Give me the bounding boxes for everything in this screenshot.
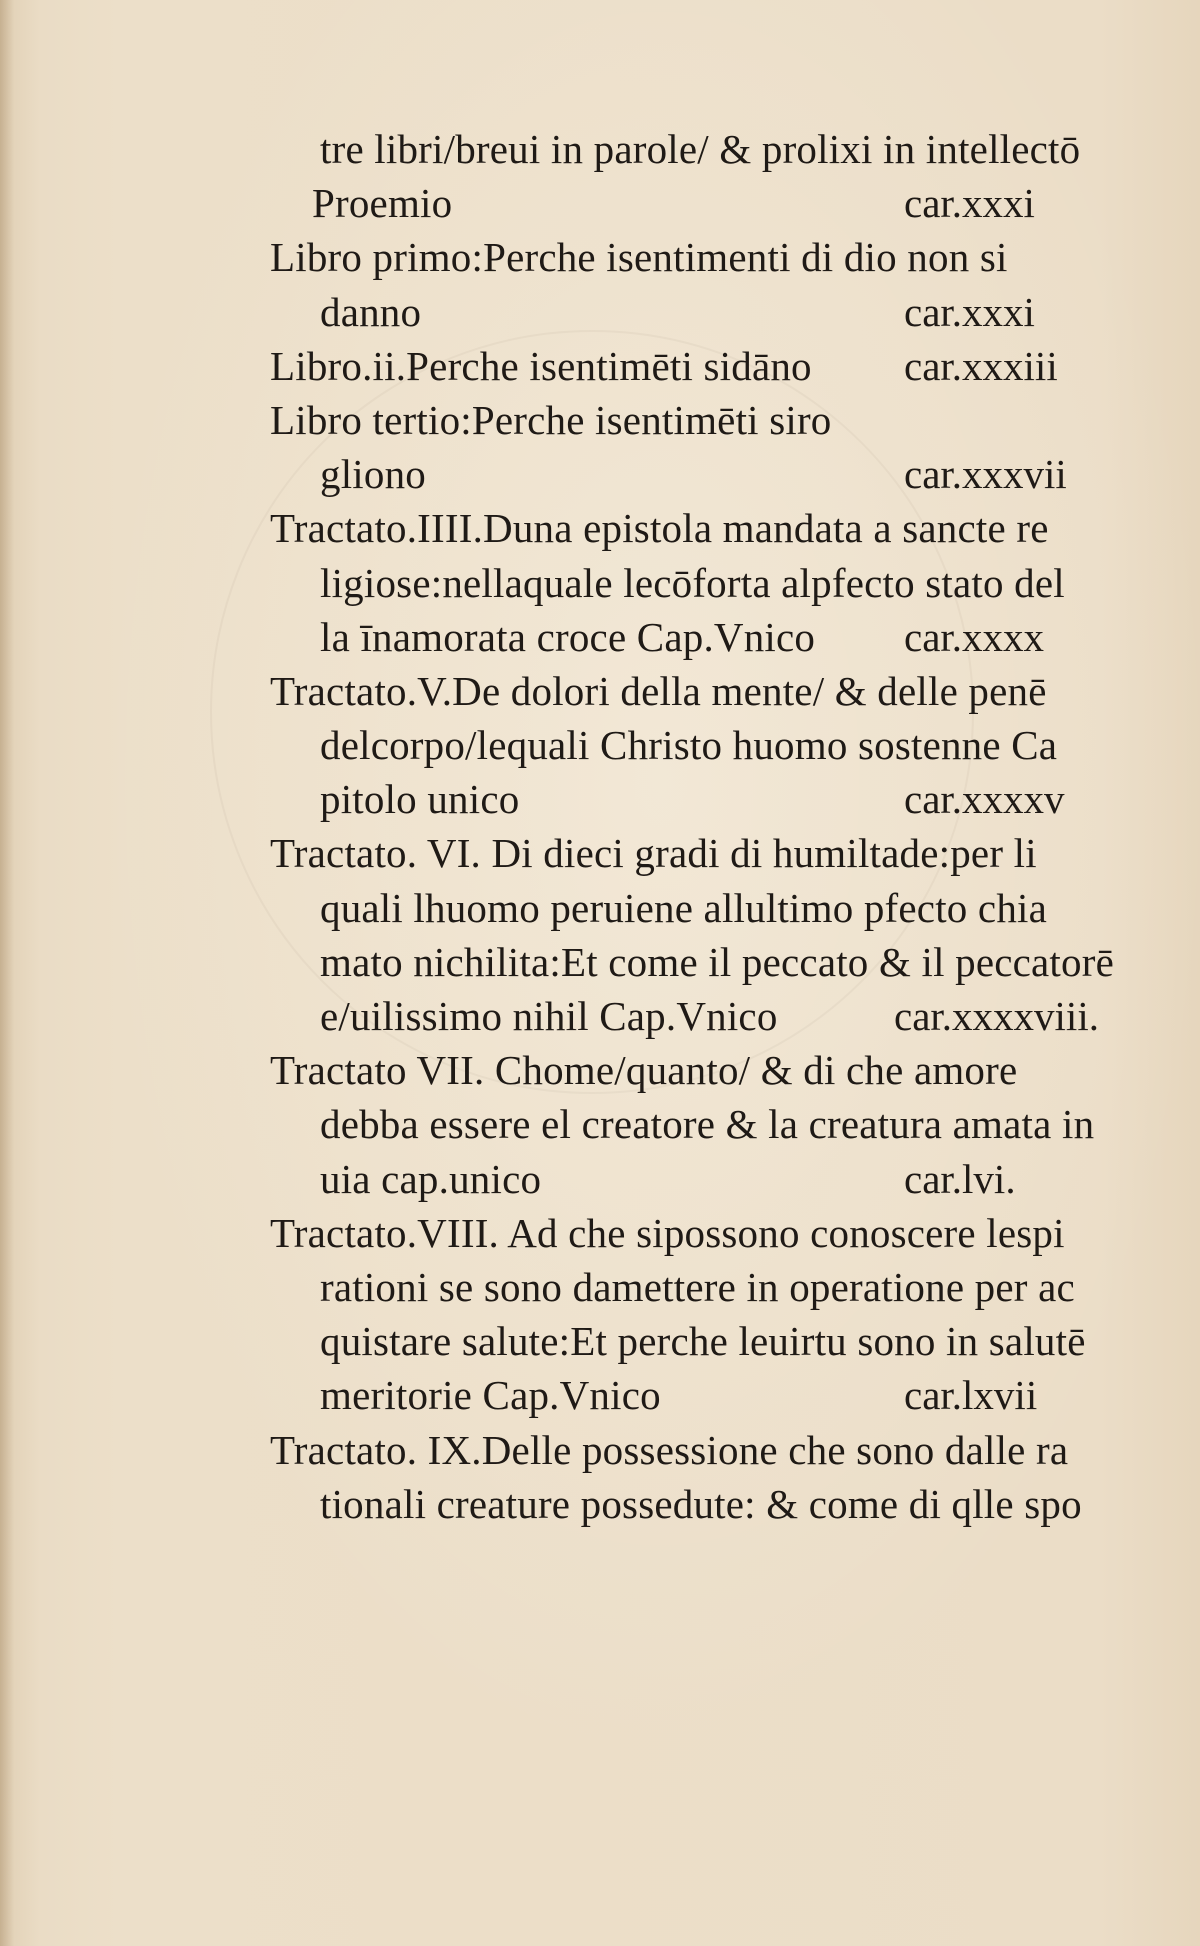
- toc-page-reference: car.xxxx: [904, 613, 1045, 660]
- toc-line: [270, 881, 1150, 935]
- toc-line: [270, 664, 1150, 718]
- toc-page-reference: car.lxvii: [904, 1372, 1038, 1419]
- toc-page-reference: car.xxxiii: [904, 342, 1058, 389]
- toc-line-text: tionali creature possedute: & come di qlle spo: [320, 1480, 1082, 1527]
- toc-line: [270, 610, 1150, 664]
- toc-line-text: ligiose:nellaquale lecōforta alpfecto stato del: [320, 559, 1065, 606]
- toc-line-text: gliono: [320, 451, 426, 498]
- toc-line-text: Tractato. IX.Delle possessione che sono dalle ra: [270, 1426, 1069, 1473]
- table-of-contents: [270, 122, 1150, 1531]
- toc-line: [270, 501, 1150, 555]
- toc-line-text: quistare salute:Et perche leuirtu sono in salutē: [320, 1318, 1086, 1365]
- spine-shadow: [0, 0, 14, 1946]
- toc-page-reference: car.lvi.: [904, 1155, 1016, 1202]
- toc-line: [270, 989, 1150, 1043]
- toc-line: [270, 1260, 1150, 1314]
- toc-line-text: Tractato.IIII.Duna epistola mandata a sancte re: [270, 505, 1049, 552]
- toc-line: [270, 339, 1150, 393]
- toc-line-text: la īnamorata croce Cap.Vnico: [320, 613, 816, 660]
- toc-line-text: e/uilissimo nihil Cap.Vnico: [320, 993, 778, 1039]
- toc-line-text: Tractato.VIII. Ad che sipossono conoscere lespi: [270, 1209, 1065, 1256]
- toc-line: [270, 1477, 1150, 1531]
- toc-line-text: debba essere el creatore & la creatura amata in: [320, 1101, 1095, 1148]
- toc-line-text: Tractato. VI. Di dieci gradi di humiltade:per li: [270, 830, 1037, 877]
- toc-page-reference: car.xxxvii: [904, 451, 1067, 498]
- toc-line: [270, 1043, 1150, 1097]
- toc-line: [270, 1097, 1150, 1151]
- toc-page-reference: car.xxxxv: [904, 776, 1065, 823]
- toc-line: [270, 393, 1150, 447]
- toc-line: [270, 1314, 1150, 1368]
- toc-line-text: uia cap.unico: [320, 1155, 542, 1202]
- toc-line-text: Tractato VII. Chome/quanto/ & di che amore: [270, 1047, 1018, 1094]
- toc-line: [270, 772, 1150, 826]
- toc-line-text: mato nichilita:Et come il peccato & il peccatorē: [320, 938, 1114, 985]
- toc-line: [270, 718, 1150, 772]
- toc-line-text: quali lhuomo peruiene allultimo pfecto chia: [320, 884, 1048, 931]
- toc-line: [270, 935, 1150, 989]
- toc-line-text: pitolo unico: [320, 776, 520, 823]
- toc-line-text: delcorpo/lequali Christo huomo sostenne Ca: [320, 722, 1058, 769]
- toc-line: [270, 1368, 1150, 1422]
- toc-line: [270, 122, 1150, 176]
- toc-line: [270, 176, 1150, 230]
- toc-line: [270, 285, 1150, 339]
- toc-line: [270, 230, 1150, 284]
- toc-line-text: Libro.ii.Perche isentimēti sidāno: [270, 342, 812, 389]
- toc-page-reference: car.xxxi: [904, 180, 1035, 227]
- toc-line-text: tre libri/breui in parole/ & prolixi in intellectō: [320, 126, 1081, 172]
- toc-page-reference: car.xxxi: [904, 288, 1035, 335]
- toc-page-reference: car.xxxxviii.: [894, 993, 1099, 1039]
- toc-line: [270, 826, 1150, 880]
- toc-line-text: Libro primo:Perche isentimenti di dio non si: [270, 234, 1008, 281]
- toc-line-text: Tractato.V.De dolori della mente/ & delle penē: [270, 667, 1047, 714]
- toc-line: [270, 1423, 1150, 1477]
- toc-line-text: rationi se sono damettere in operatione per ac: [320, 1263, 1075, 1310]
- toc-line-text: danno: [320, 288, 422, 335]
- toc-line: [270, 556, 1150, 610]
- toc-line-text: meritorie Cap.Vnico: [320, 1372, 661, 1419]
- toc-line-text: Proemio: [312, 180, 453, 227]
- toc-line: [270, 1206, 1150, 1260]
- toc-line: [270, 1152, 1150, 1206]
- toc-line: [270, 447, 1150, 501]
- toc-line-text: Libro tertio:Perche isentimēti siro: [270, 396, 832, 443]
